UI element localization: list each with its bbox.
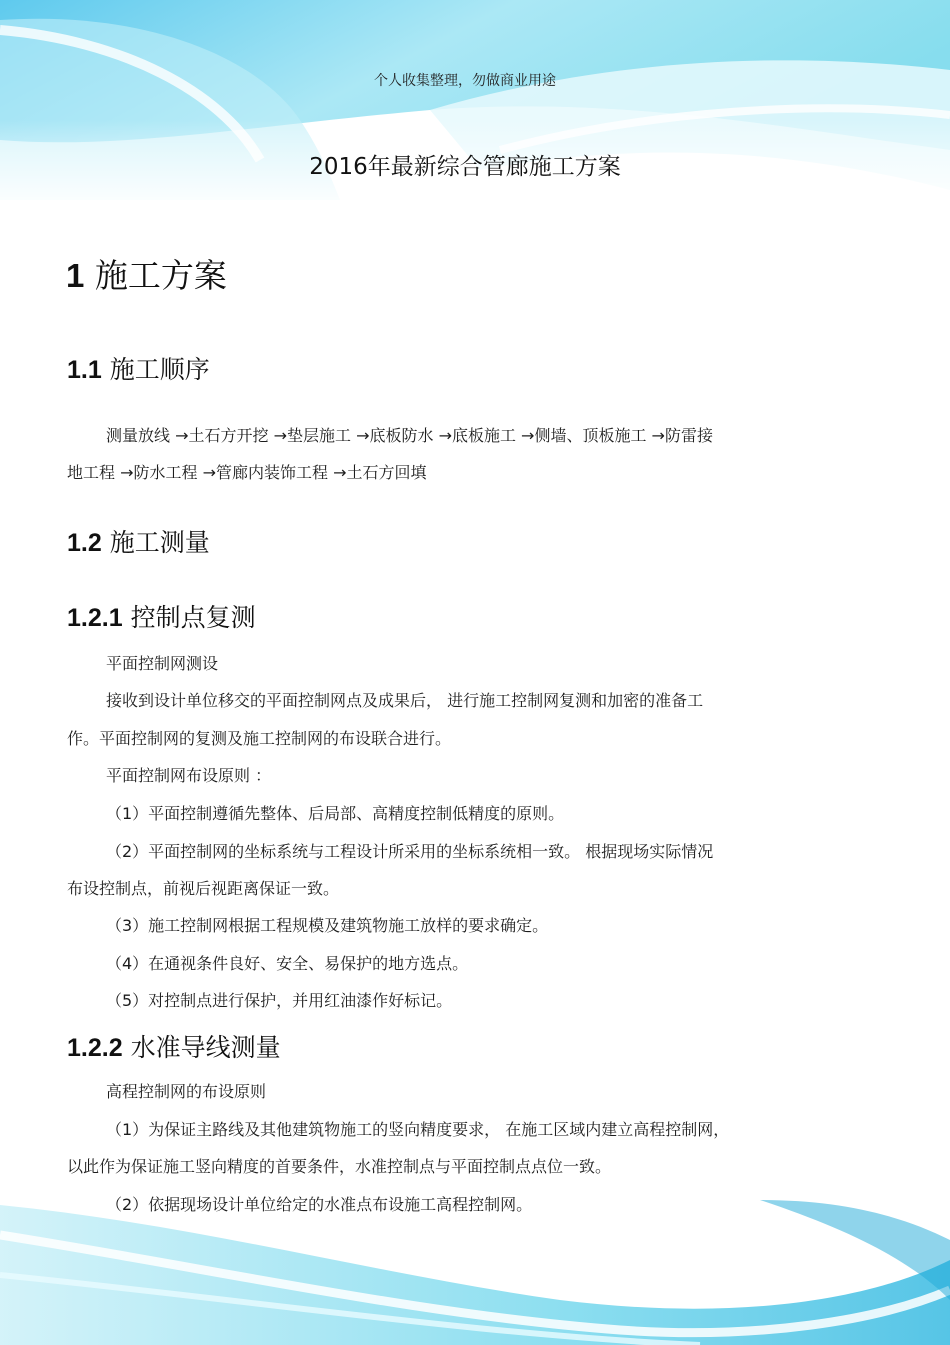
watermark-text: 个人收集整理，勿做商业用途 — [374, 73, 556, 89]
list-item: （4）在通视条件良好、安全、易保护的地方选点。 — [106, 954, 469, 973]
heading-1-1 — [67, 350, 210, 386]
heading-number: 1 — [66, 257, 85, 294]
sequence-line-2: 地工程 →防水工程 →管廊内装饰工程 →土石方回填 — [67, 463, 427, 482]
heading-number: 1.2.2 — [67, 1034, 123, 1062]
list-item-continuation: 布设控制点，前视后视距离保证一致。 — [67, 879, 340, 898]
list-item: （2）平面控制网的坐标系统与工程设计所采用的坐标系统相一致。 根据现场实际情况 — [106, 842, 714, 861]
heading-1-2-2 — [67, 1028, 281, 1064]
list-item-continuation: 以此作为保证施工竖向精度的首要条件，水准控制点与平面控制点点位一致。 — [67, 1157, 612, 1176]
heading-text: 水准导线测量 — [130, 1033, 281, 1062]
paragraph: 高程控制网的布设原则 — [106, 1082, 267, 1101]
list-item: （1）平面控制遵循先整体、后局部、高精度控制低精度的原则。 — [106, 804, 565, 823]
heading-text: 施工顺序 — [109, 355, 210, 384]
heading-number: 1.1 — [67, 356, 102, 384]
heading-1 — [66, 250, 227, 297]
sequence-line-1: 测量放线 →土石方开挖 →垫层施工 →底板防水 →底板施工 →侧墙、顶板施工 →防雷接 — [106, 426, 713, 445]
paragraph-continuation: 作。平面控制网的复测及施工控制网的布设联合进行。 — [67, 729, 452, 748]
heading-number: 1.2 — [67, 529, 102, 557]
heading-number: 1.2.1 — [67, 604, 123, 632]
list-item: （5）对控制点进行保护，并用红油漆作好标记。 — [106, 991, 453, 1010]
list-item: （2）依据现场设计单位给定的水准点布设施工高程控制网。 — [106, 1195, 533, 1214]
heading-1-2-1 — [67, 598, 256, 634]
list-item: （3）施工控制网根据工程规模及建筑物施工放样的要求确定。 — [106, 916, 549, 935]
heading-1-2 — [67, 523, 210, 559]
paragraph: 平面控制网测设 — [106, 654, 219, 673]
heading-text: 施工方案 — [94, 256, 227, 295]
heading-text: 施工测量 — [109, 528, 210, 557]
document-title: 2016年最新综合管廊施工方案 — [309, 154, 621, 180]
paragraph: 平面控制网布设原则 ： — [106, 766, 272, 785]
list-item: （1）为保证主路线及其他建筑物施工的竖向精度要求， 在施工区域内建立高程控制网， — [106, 1120, 730, 1139]
heading-text: 控制点复测 — [130, 603, 256, 632]
paragraph: 接收到设计单位移交的平面控制网点及成果后， 进行施工控制网复测和加密的准备工 — [106, 691, 704, 710]
